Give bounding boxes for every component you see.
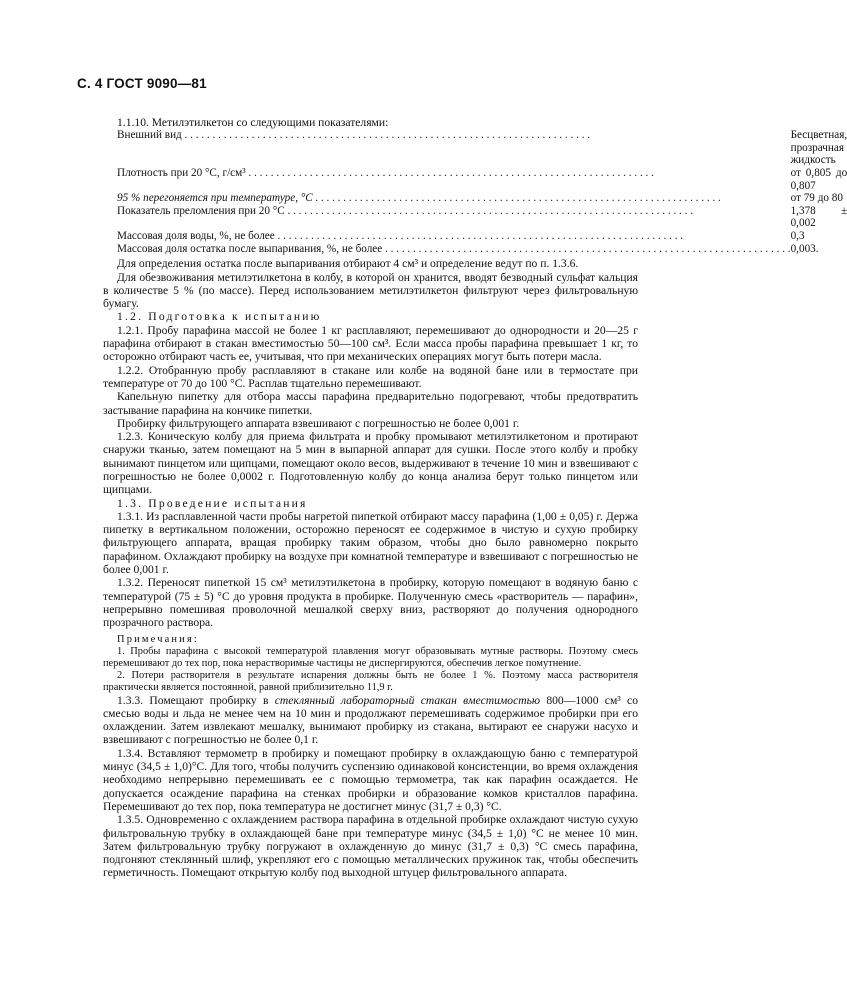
property-value: 0,3 [790,230,805,243]
property-value: Бесцветная, прозрачная жидкость [790,129,847,167]
property-label: Показатель преломления при 20 °С . . . [117,205,791,230]
notes-heading: Примечания: [117,633,200,645]
property-label: Внешний вид . . . [117,129,791,167]
clause-1-3-1: 1.3.1. Из расплавленной части пробы нагретой пипеткой отбирают массу парафина (1,00 ± 0,05) г. Держа пипетку в вертикальном положении, осторожно переносят ее содержимое в чистую и сухую пробирку фильтрующего аппарата, вращая пробирку таким образом, чтобы дно было равномерно покрыто парафином. Охлаждают пробирку на воздухе при комнатной температуре и взвешивают с погрешностью не более 0,001 г. [103,509,638,577]
property-row [117,205,847,230]
property-label: Плотность при 20 °С, г/см³ . . . [117,167,791,192]
clause-1-3-3-end: 800—1000 см³ со смесью воды и льда не менее чем на 10 мин и продолжают перемешивать содержимое пробирки при его охлаждении. Затем извлекают мешалку, вынимают пробирку из стакана, вытирают ее снаружи насухо и взвешивают с погрешностью не более 0,1 г. [103,693,638,747]
clause-1-3-3-start: 1.3.3. Помещают пробирку в [117,693,275,707]
clause-1-3-4: 1.3.4. Вставляют термометр в пробирку и помещают пробирку в охлаждающую баню с температурой минус (34,5 ± 1,0)°С. Для того, чтобы получить суспензию одинаковой консистенции, во время охлаждения необходимо непрерывно перемешивать ее с помощью термометра, так как парафин осаждается. Не допускается осаждение парафина на стенках пробирки и образование комков кристаллов парафина. Перемешивают до тех пор, пока температура не достигнет минус (31,7 ± 0,3) °С. [103,746,638,813]
paragraph: Капельную пипетку для отбора массы парафина предварительно подогревают, чтобы предотвратить застывание парафина на кончике пипетки. [103,390,638,417]
clause-1-2-2: 1.2.2. Отобранную пробу расплавляют в стакане или колбе на водяной бане или в термостате при температуре от 70 до 100 °С. Расплав тщательно перемешивают. [103,363,638,390]
note-2: 2. Потери растворителя в результате испарения должны быть не более 1 %. Поэтому масса растворителя практически является постоянной, равной приблизительно 11,9 г. [103,669,638,693]
paragraph: Для обезвоживания метилэтилкетона в колбу, в которой он хранится, вводят безводный сульфат кальция в количестве 5 % (по массе). Перед использованием метилэтилкетон фильтруют через фильтровальную бумагу. [103,270,638,311]
clause-1-3-3-italic: стеклянный лабораторный стакан вместимостью [274,693,541,707]
property-value: 1,378 ± 0,002 [790,204,847,230]
property-row [117,167,847,192]
property-row [117,230,847,243]
section-heading-1-2: 1.2. Подготовка к испытанию [117,310,322,324]
clause-1-3-2: 1.3.2. Переносят пипеткой 15 см³ метилэтилкетона в пробирку, которую помещают в водяную баню с температурой (75 ± 5) °С до уровня продукта в пробирке. Полученную смесь «растворитель — парафин», непрерывно помешивая проволочной мешалкой сверху вниз, растворяют до получения однородного прозрачного раствора. [103,576,638,630]
clause-1-2-3: 1.2.3. Коническую колбу для приема фильтрата и пробку промывают метилэтилкетоном и протирают снаружи тканью, затем помещают на 5 мин в выпарной аппарат для сушки. После этого колбу и пробку вынимают пинцетом или щипцами, помещают около весов, выдерживают в течение 10 мин и взвешивают с погрешностью не более 0,0002 г. Подготовленную колбу до конца анализа берут только пинцетом или щипцами. [103,430,638,497]
property-value: 0,003. [790,242,819,255]
property-value: от 0,805 до 0,807 [790,167,847,192]
property-label: 95 % перегоняется при температуре, °С . . . [117,192,791,205]
paragraph: Пробирку фильтрующего аппарата взвешивают с погрешностью не более 0,001 г. [117,416,520,430]
clause-1-3-3 [103,694,638,747]
page-header: С. 4 ГОСТ 9090—81 [77,76,207,91]
section-heading-1-3: 1.3. Проведение испытания [117,496,308,510]
property-row [117,129,847,167]
clause-1-2-1: 1.2.1. Пробу парафина массой не более 1 кг расплавляют, перемешивают до однородности и 20—25 г парафина отбирают в стакан вместимостью 50—100 см³. Если масса пробы парафина превышает 1 кг, то осторожно отбирают часть ее, учитывая, что при механических операциях могут быть потери масла. [103,323,638,364]
notes-block [103,634,638,694]
clause-1-3-5: 1.3.5. Одновременно с охлаждением раствора парафина в отдельной пробирке охлаждают чистую сухую фильтровальную трубку в охлаждающей бане при температуре минус (34,5 ± 1,0) °С не менее 10 мин. Затем фильтровальную трубку погружают в охлажденную до минус (31,7 ± 0,3) °С смесь парафина, подгоняют стеклянный шлиф, укрепляют его с помощью металлических пружинок так, чтобы обеспечить герметичность. Помещают открытую колбу под выходной штуцер фильтровального аппарата. [103,813,638,880]
property-label: Массовая доля остатка после выпаривания, %, не более . . . [117,243,791,256]
clause-1-1-10-heading: 1.1.10. Метилэтилкетон со следующими показателями: [117,116,389,129]
property-value: от 79 до 80 [790,192,843,205]
property-row [117,243,847,256]
note-1: 1. Пробы парафина с высокой температурой плавления могут образовывать мутные растворы. Поэтому смесь перемешивают до тех пор, пока нерастворимые частицы не диспергируются, обеспечив легкое помутнение. [103,645,638,669]
paragraph: Для определения остатка после выпаривания отбирают 4 см³ и определение ведут по п. 1.3.6. [117,257,579,271]
property-label: Массовая доля воды, %, не более . . . [117,230,791,243]
properties-table [117,129,847,255]
property-row [117,192,847,205]
document-body [103,116,847,880]
